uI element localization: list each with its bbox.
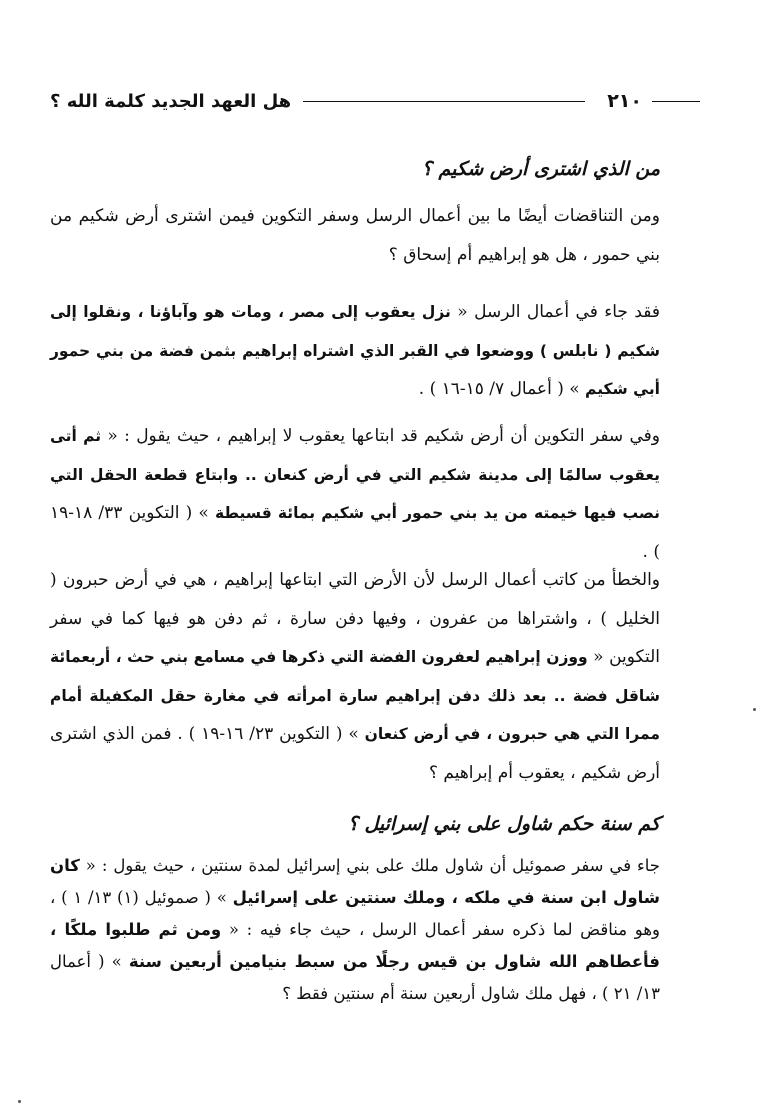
page-number: ٢١٠ xyxy=(607,90,642,112)
quote-text: ومن ثم طلبوا ملكًا ، فأعطاهم الله شاول بن قيس رجلًا من سبط بنيامين أربعين سنة xyxy=(50,920,660,971)
quote-text: ثم أتى يعقوب سالمًا إلى مدينة شكيم التي في أرض كنعان .. وابتاع قطعة الحقل التي نصب فيها خيمته من يد بني حمور أبي شكيم بمائة قسيطة xyxy=(50,427,660,522)
header-rule-left xyxy=(652,101,700,102)
paragraph-intro: جاء في سفر صموئيل أن شاول ملك على بني إسرائيل لمدة سنتين ، حيث يقول : « xyxy=(79,856,660,875)
paragraph xyxy=(50,850,700,1010)
citation: » ( التكوين ٣٣/ ١٨-١٩ ) . xyxy=(50,503,660,562)
paragraph-intro: والخطأ من كاتب أعمال الرسل لأن الأرض التي ابتاعها إبراهيم ، هي في أرض حبرون ( الخليل ) ، واشتراها من عفرون ، وفيها دفن سارة ، ثم دفن هو فيها كما في سفر التكوين « xyxy=(50,570,660,667)
section-title: كم سنة حكم شاول على بني إسرائيل ؟ xyxy=(347,813,660,835)
paragraph xyxy=(50,293,700,409)
book-title: هل العهد الجديد كلمة الله ؟ xyxy=(50,90,292,112)
paragraph-text xyxy=(50,417,700,571)
page-header xyxy=(50,78,700,124)
citation: » ( أعمال ١٣/ ٢١ ) ، فهل ملك شاول أربعين سنة أم سنتين فقط ؟ xyxy=(50,952,660,1003)
section-title: من الذي اشترى أرض شكيم ؟ xyxy=(421,158,660,180)
paragraph-intro: فقد جاء في أعمال الرسل « xyxy=(450,302,660,322)
header-rule xyxy=(303,101,585,102)
paragraph-text xyxy=(50,561,700,792)
citation: » ( أعمال ٧/ ١٥-١٦ ) . xyxy=(418,379,586,399)
section-heading-saul xyxy=(50,810,700,838)
citation: » ( التكوين ٢٣/ ١٦-١٩ ) . فمن الذي اشترى أرض شكيم ، يعقوب أم إبراهيم ؟ xyxy=(50,724,660,783)
section-heading-shechem xyxy=(50,155,700,183)
paragraph xyxy=(50,197,700,274)
quote-text: ووزن إبراهيم لعفرون الفضة التي ذكرها في مسامع بني حث ، أربعمائة شاقل فضة .. بعد ذلك دفن إبراهيم سارة امرأته في مغارة حقل المكفيلة أمام ممرا التي هي حبرون ، في أرض كنعان xyxy=(50,648,660,743)
quote-text: كان شاول ابن سنة في ملكه ، وملك سنتين على إسرائيل xyxy=(50,856,660,907)
scan-speck xyxy=(753,708,756,711)
paragraph-text xyxy=(50,850,700,1010)
paragraph-text: ومن التناقضات أيضًا ما بين أعمال الرسل وسفر التكوين فيمن اشترى أرض شكيم من بني حمور ، هل هو إبراهيم أم إسحاق ؟ xyxy=(50,206,660,265)
citation: » ( صموئيل (١) ١٣/ ١ ) ، وهو مناقض لما ذكره سفر أعمال الرسل ، حيث جاء فيه : « xyxy=(50,888,660,939)
quote-text: نزل يعقوب إلى مصر ، ومات هو وآباؤنا ، ونقلوا إلى شكيم ( نابلس ) ووضعوا في القبر الذي اشتراه إبراهيم بثمن فضة من بني حمور أبي شكيم xyxy=(50,303,660,398)
paragraph xyxy=(50,417,700,571)
paragraph-intro: وفي سفر التكوين أن أرض شكيم قد ابتاعها يعقوب لا إبراهيم ، حيث يقول : « xyxy=(101,426,660,446)
book-page xyxy=(50,78,700,1003)
scan-speck xyxy=(18,1100,21,1103)
paragraph xyxy=(50,561,700,792)
paragraph-text xyxy=(50,293,700,409)
